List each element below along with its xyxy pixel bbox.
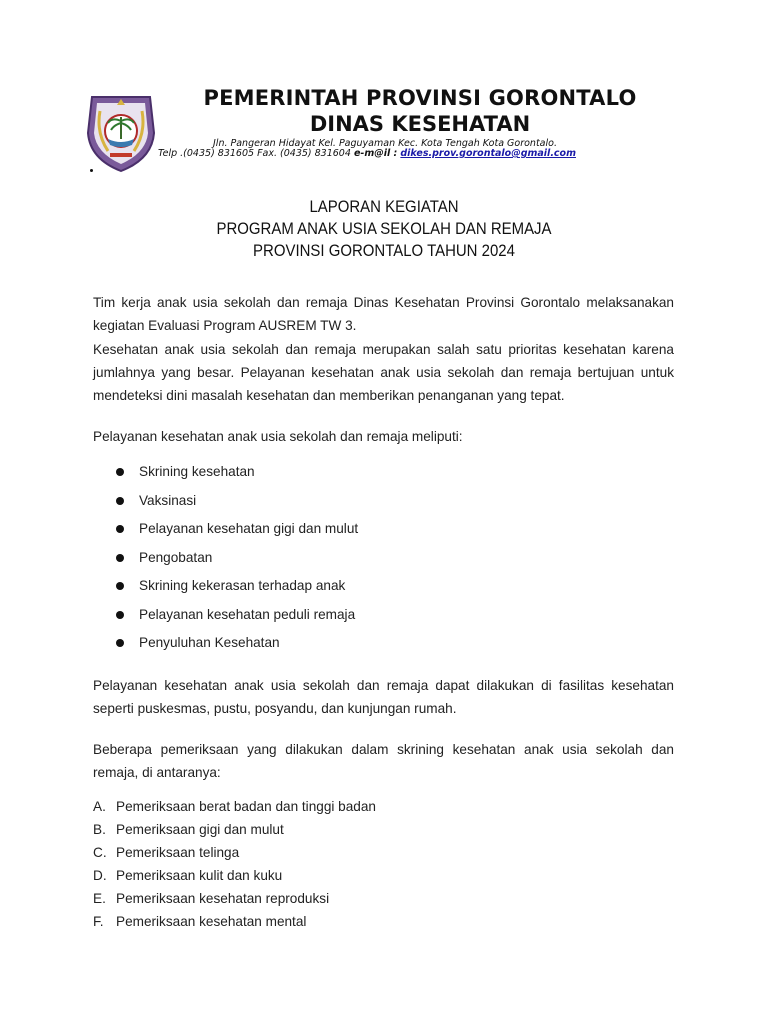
list-marker: C. bbox=[93, 845, 107, 860]
exam-text: Pemeriksaan kesehatan reproduksi bbox=[116, 891, 330, 906]
list-item bbox=[93, 841, 376, 864]
list-marker: A. bbox=[93, 799, 106, 814]
list-item bbox=[116, 603, 358, 632]
exams-list bbox=[93, 795, 376, 933]
list-marker: B. bbox=[93, 822, 106, 837]
service-text: Vaksinasi bbox=[139, 492, 197, 508]
phone-fax: Telp .(0435) 831605 Fax. (0435) 831604 bbox=[158, 148, 351, 159]
exam-text: Pemeriksaan berat badan dan tinggi badan bbox=[116, 799, 376, 814]
report-title-line1: LAPORAN KEGIATAN bbox=[309, 197, 459, 216]
org-title-line2: DINAS KESEHATAN bbox=[309, 112, 531, 136]
list-marker: D. bbox=[93, 868, 107, 883]
bullet-icon bbox=[116, 497, 124, 505]
list-item bbox=[116, 460, 358, 489]
list-item bbox=[116, 546, 358, 575]
report-title-line2: PROGRAM ANAK USIA SEKOLAH DAN REMAJA bbox=[216, 219, 552, 238]
list-item bbox=[93, 910, 376, 933]
services-list bbox=[116, 460, 358, 660]
list-item bbox=[93, 795, 376, 818]
list-item bbox=[93, 864, 376, 887]
service-text: Skrining kesehatan bbox=[139, 464, 255, 479]
service-text: Skrining kekerasan terhadap anak bbox=[139, 578, 346, 593]
list-item bbox=[116, 631, 358, 660]
bullet-icon bbox=[116, 554, 124, 562]
list-item bbox=[116, 574, 358, 603]
list-marker: E. bbox=[93, 891, 106, 906]
exam-text: Pemeriksaan gigi dan mulut bbox=[116, 822, 284, 837]
office-address: Jln. Pangeran Hidayat Kel. Paguyaman Kec. Kota Tengah Kota Gorontalo. bbox=[213, 138, 557, 149]
purpose-paragraph: Kesehatan anak usia sekolah dan remaja merupakan salah satu prioritas kesehatan karena jumlahnya yang besar. Pelayanan kesehatan anak usia sekolah dan remaja bertujuan untuk mendeteksi dini masalah kesehatan dan memberikan penanganan yang tepat. bbox=[93, 342, 674, 403]
provincial-emblem-logo bbox=[84, 93, 158, 173]
list-item bbox=[93, 818, 376, 841]
facilities-paragraph: Pelayanan kesehatan anak usia sekolah dan remaja dapat dilakukan di fasilitas kesehatan seperti puskesmas, pustu, posyandu, dan kunjungan rumah. bbox=[93, 678, 674, 716]
bullet-icon bbox=[116, 468, 124, 476]
exam-text: Pemeriksaan kesehatan mental bbox=[116, 914, 307, 929]
email-link[interactable]: dikes.prov.gorontalo@gmail.com bbox=[400, 148, 576, 159]
service-text: Pelayanan kesehatan peduli remaja bbox=[139, 606, 356, 622]
services-intro: Pelayanan kesehatan anak usia sekolah dan remaja meliputi: bbox=[93, 429, 463, 444]
exam-text: Pemeriksaan kulit dan kuku bbox=[116, 868, 283, 883]
bullet-icon bbox=[116, 611, 124, 619]
contact-line bbox=[158, 148, 576, 159]
stray-dot bbox=[90, 169, 93, 172]
service-text: Pelayanan kesehatan gigi dan mulut bbox=[139, 521, 359, 536]
service-text: Penyuluhan Kesehatan bbox=[139, 635, 280, 650]
intro-paragraph: Tim kerja anak usia sekolah dan remaja Dinas Kesehatan Provinsi Gorontalo melaksanakan kegiatan Evaluasi Program AUSREM TW 3. bbox=[93, 295, 674, 333]
bullet-icon bbox=[116, 525, 124, 533]
service-text: Pengobatan bbox=[139, 549, 213, 565]
bullet-icon bbox=[116, 639, 124, 647]
list-item bbox=[116, 489, 358, 518]
list-marker: F. bbox=[93, 914, 104, 929]
list-item bbox=[116, 517, 358, 546]
exam-text: Pemeriksaan telinga bbox=[116, 845, 240, 860]
list-item bbox=[93, 887, 376, 910]
screening-intro: Beberapa pemeriksaan yang dilakukan dalam skrining kesehatan anak usia sekolah dan remaja, di antaranya: bbox=[93, 742, 674, 780]
email-label: e-m@il : bbox=[353, 148, 398, 159]
bullet-icon bbox=[116, 582, 124, 590]
report-title-line3: PROVINSI GORONTALO TAHUN 2024 bbox=[253, 241, 515, 260]
org-title-line1: PEMERINTAH PROVINSI GORONTALO bbox=[203, 86, 637, 110]
